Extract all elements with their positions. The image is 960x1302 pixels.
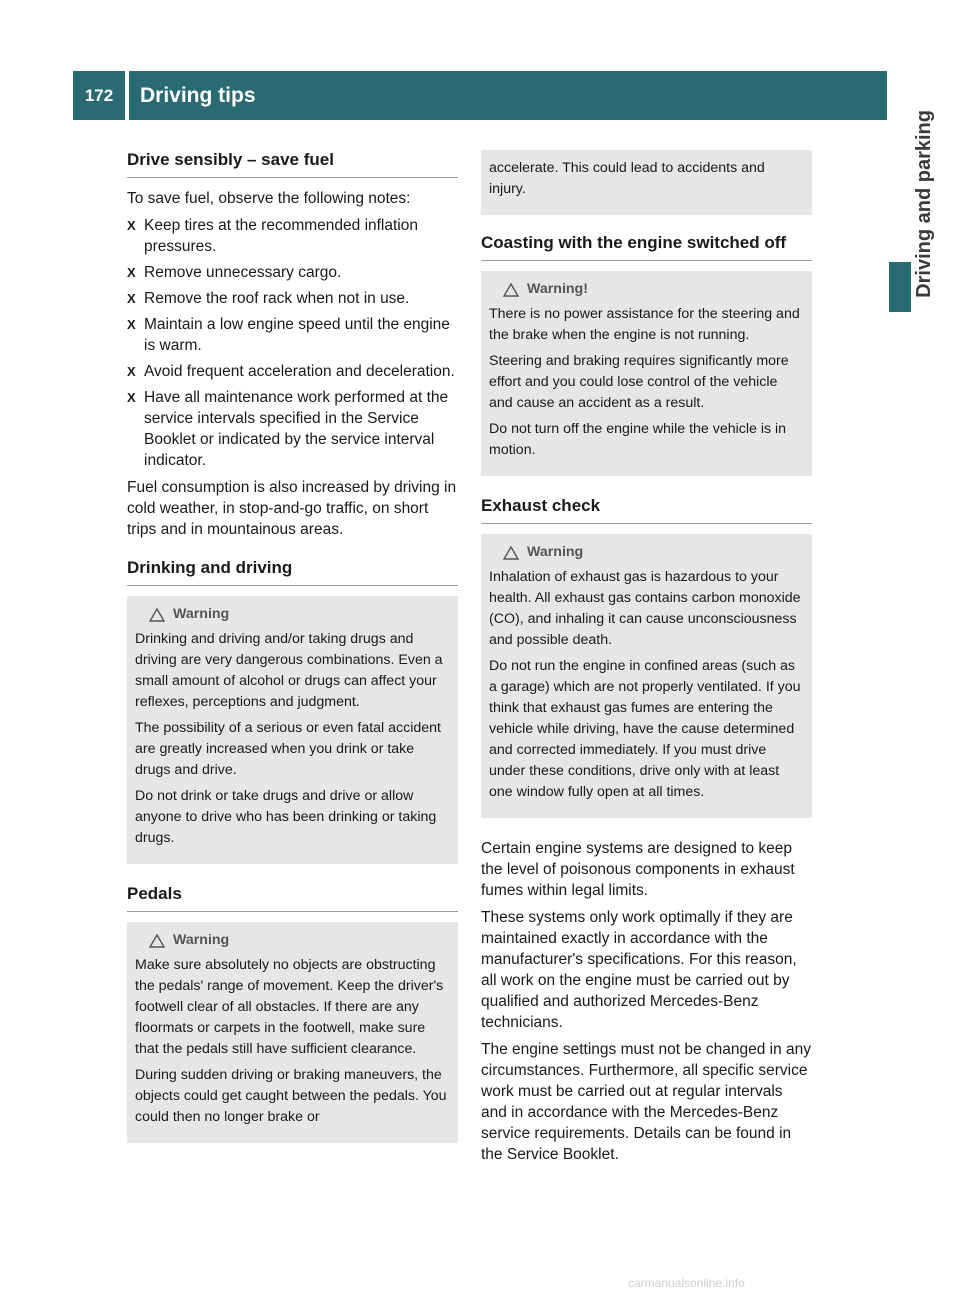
- section-heading: Pedals: [127, 884, 458, 912]
- list-item: X Avoid frequent acceleration and deceleration.: [127, 363, 455, 380]
- side-tab-marker: [889, 262, 911, 312]
- arrow-bullet-icon: X: [127, 291, 136, 306]
- warning-text: Make sure absolutely no objects are obstructing the pedals' range of movement. Keep the driver's footwell clear of all obstacles. If there are any floormats or carpets in the footwell, make sure that the pedals still have sufficient clearance.: [135, 957, 444, 1057]
- warning-title: Warning: [173, 606, 230, 622]
- warning-text: The possibility of a serious or even fatal accident are greatly increased when you drink or take drugs and drive.: [135, 720, 441, 778]
- warning-text: Do not run the engine in confined areas (such as a garage) which are not properly ventilated. If you think that exhaust gas fumes are entering the vehicle while driving, have the cause determined and corrected immediately. If you must drive under these conditions, drive only with at least one window fully open at all times.: [489, 658, 801, 800]
- header-divider: [125, 71, 129, 120]
- warning-box: [127, 922, 458, 1143]
- watermark: carmanualsonline.info: [628, 1276, 745, 1290]
- warning-text: Inhalation of exhaust gas is hazardous to your health. All exhaust gas contains carbon monoxide (CO), and inhaling it can cause unconsciousness and possible death.: [489, 569, 801, 648]
- section-heading: Drive sensibly – save fuel: [127, 150, 458, 178]
- warning-text: Do not turn off the engine while the vehicle is in motion.: [489, 421, 787, 458]
- list-item: X Remove unnecessary cargo.: [127, 264, 342, 281]
- warning-triangle-icon: [149, 608, 165, 622]
- tips-list: [127, 215, 458, 471]
- warning-text: There is no power assistance for the steering and the brake when the engine is not running.: [489, 306, 800, 343]
- warning-triangle-icon: [503, 546, 519, 560]
- warning-text: Steering and braking requires significantly more effort and you could lose control of the vehicle and cause an accident as a result.: [489, 353, 789, 411]
- section-heading: Coasting with the engine switched off: [481, 233, 812, 261]
- section-heading: Drinking and driving: [127, 558, 458, 586]
- arrow-bullet-icon: X: [127, 364, 136, 379]
- warning-title: Warning: [173, 932, 230, 948]
- warning-title: Warning!: [527, 281, 588, 297]
- left-column: [127, 150, 458, 1163]
- page-number: 172: [84, 85, 114, 105]
- warning-text: During sudden driving or braking maneuvers, the objects could get caught between the pedals. You could then no longer brake or: [135, 1067, 447, 1125]
- warning-triangle-icon: [503, 283, 519, 297]
- side-label-text: Driving and parking: [913, 110, 935, 298]
- list-item: X Remove the roof rack when not in use.: [127, 290, 410, 307]
- arrow-bullet-icon: X: [127, 265, 136, 280]
- outro-text: Fuel consumption is also increased by driving in cold weather, in stop-and-go traffic, on short trips and in mountainous areas.: [127, 479, 457, 538]
- list-item: X Maintain a low engine speed until the engine is warm.: [127, 316, 450, 354]
- section-heading: Exhaust check: [481, 496, 812, 524]
- right-column: [481, 150, 812, 1171]
- warning-title: Warning: [527, 544, 584, 560]
- intro-text: To save fuel, observe the following notes:: [127, 190, 411, 207]
- warning-text: Drinking and driving and/or taking drugs and driving are very dangerous combinations. Even a small amount of alcohol or drugs can affect your reflexes, perceptions and judgment.: [135, 631, 443, 710]
- warning-text: Do not drink or take drugs and drive or allow anyone to drive who has been drinking or taking drugs.: [135, 788, 437, 846]
- list-item: X Keep tires at the recommended inflation pressures.: [127, 217, 418, 255]
- warning-box: [481, 271, 812, 476]
- warning-triangle-icon: [149, 934, 165, 948]
- arrow-bullet-icon: X: [127, 390, 136, 405]
- warning-box-continued: [481, 150, 812, 215]
- body-text: The engine settings must not be changed in any circumstances. Furthermore, all specific service work must be carried out at regular intervals and in accordance with the Mercedes-Benz service requirements. Details can be found in the Service Booklet.: [481, 1041, 812, 1163]
- list-item: X Have all maintenance work performed at the service intervals specified in the Service Booklet or indicated by the service interval indicator.: [127, 389, 449, 469]
- body-text: These systems only work optimally if they are maintained exactly in accordance with the manufacturer's specifications. For this reason, all work on the engine must be carried out by qualified and authorized Mercedes-Benz technicians.: [481, 909, 797, 1031]
- arrow-bullet-icon: X: [127, 218, 136, 233]
- warning-text: accelerate. This could lead to accidents and injury.: [489, 160, 765, 197]
- page-title: Driving tips: [140, 83, 256, 107]
- body-text: Certain engine systems are designed to keep the level of poisonous components in exhaust fumes within legal limits.: [481, 840, 795, 899]
- warning-box: [481, 534, 812, 818]
- arrow-bullet-icon: X: [127, 317, 136, 332]
- warning-box: [127, 596, 458, 864]
